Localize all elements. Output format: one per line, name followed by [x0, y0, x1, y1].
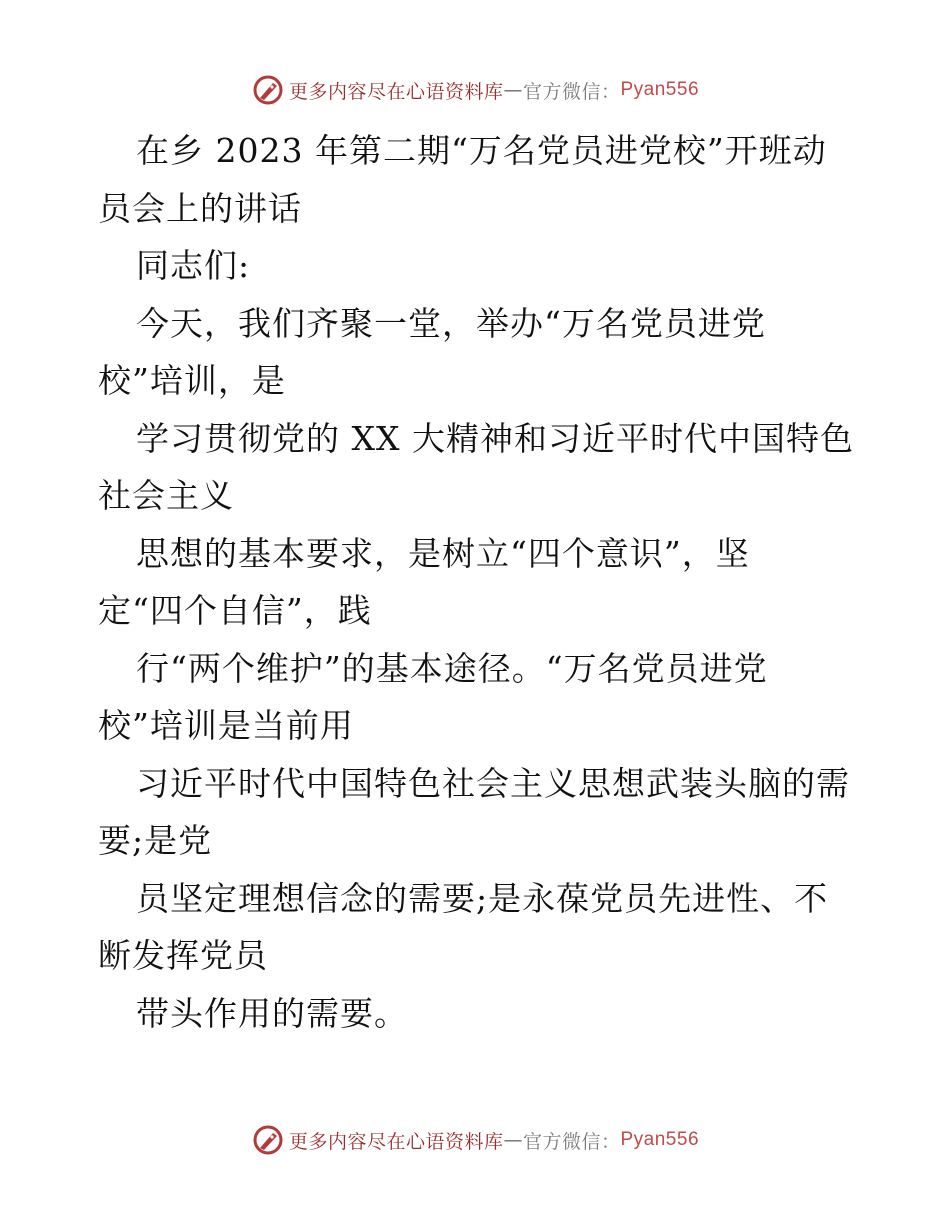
text-line: 同志们: [136, 246, 251, 285]
watermark-wechat-id: Pyan556 [620, 1129, 700, 1150]
text-line: 校”培训是当前用 [98, 706, 354, 745]
watermark-dash: — [503, 79, 523, 101]
header-watermark [0, 70, 950, 110]
text-line: 要;是党 [98, 821, 213, 860]
text-line: 行“两个维护”的基本途径。“万名党员进党 [136, 648, 768, 688]
watermark-official-label: 官方微信： [522, 80, 621, 103]
pen-nib-circle-icon [251, 73, 285, 107]
document-body [98, 122, 858, 1042]
text-line: 员坚定理想信念的需要;是永葆党员先进性、不 [136, 878, 829, 918]
text-line: 学习贯彻党的 XX 大精神和习近平时代中国特色 [136, 418, 854, 458]
text-line: 社会主义 [98, 476, 234, 515]
text-line: 在乡 2023 年第二期“万名党员进党校”开班动 [136, 131, 827, 170]
watermark-dash: — [503, 1129, 523, 1151]
text-line: 习近平时代中国特色社会主义思想武装头脑的需 [136, 763, 850, 803]
text-line: 校”培训，是 [98, 361, 286, 400]
text-line: 定“四个自信”，践 [98, 591, 372, 630]
footer-watermark [0, 1120, 950, 1160]
text-line: 员会上的讲话 [98, 188, 302, 228]
watermark-text: 更多内容尽在心语资料库 [288, 80, 504, 103]
pen-nib-circle-icon [251, 1123, 285, 1157]
watermark-official-label: 官方微信： [522, 1130, 621, 1153]
watermark-text: 更多内容尽在心语资料库 [288, 1130, 504, 1153]
text-line: 带头作用的需要。 [136, 993, 408, 1033]
text-line: 思想的基本要求，是树立“四个意识”，坚 [136, 533, 750, 573]
watermark-wechat-id: Pyan556 [620, 79, 700, 100]
text-line: 断发挥党员 [98, 936, 268, 975]
text-line: 今天，我们齐聚一堂，举办“万名党员进党 [136, 303, 766, 343]
